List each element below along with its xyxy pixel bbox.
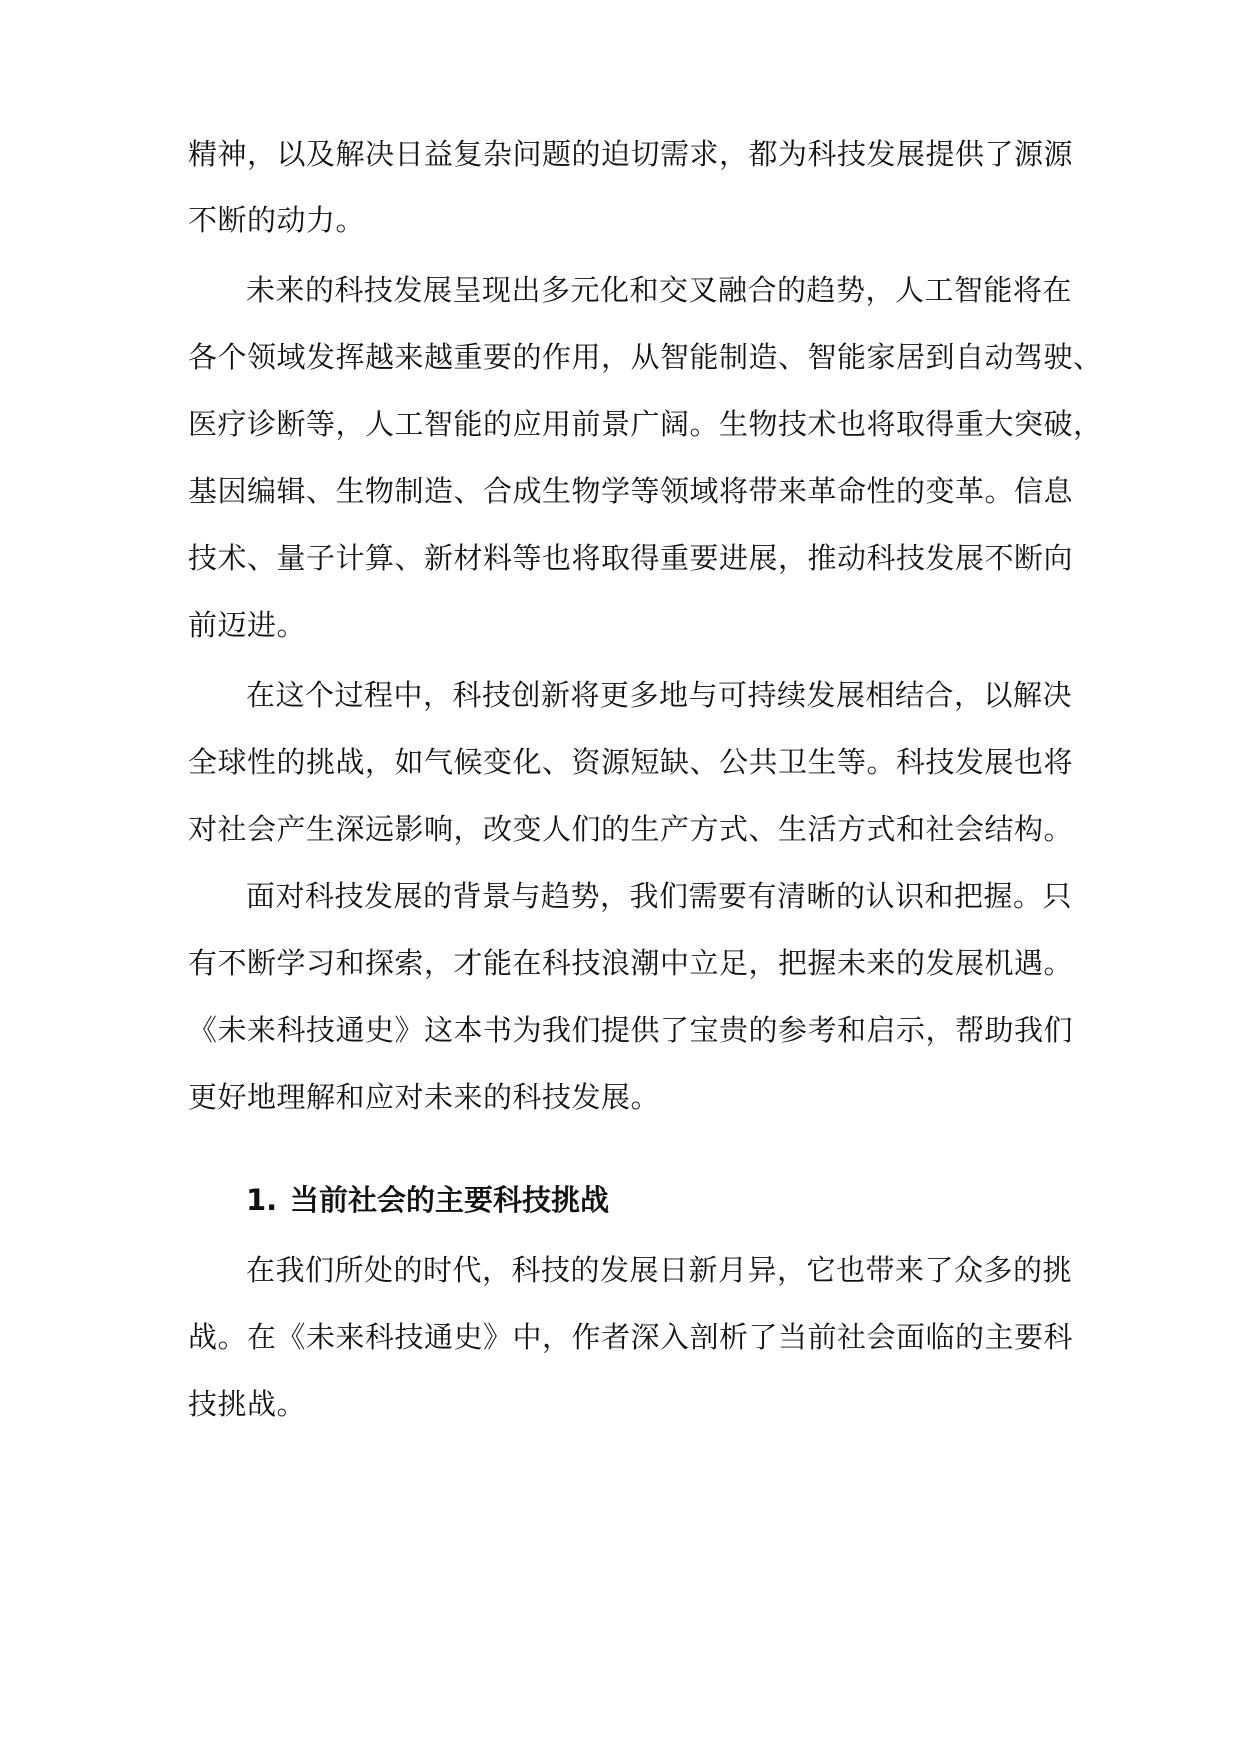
- paragraph-2-line-3: 医疗诊断等，人工智能的应用前景广阔。生物技术也将取得重大突破，: [188, 407, 1103, 441]
- section-paragraph-line-3: 技挑战。: [188, 1387, 307, 1421]
- section-heading: [246, 1180, 1068, 1220]
- paragraph-4-line-2: 有不断学习和探索，才能在科技浪潮中立足，把握未来的发展机遇。: [188, 946, 1074, 980]
- section-paragraph-line-2: 战。在《未来科技通史》中，作者深入剖析了当前社会面临的主要科: [188, 1320, 1074, 1354]
- paragraph-2-line-2: 各个领域发挥越来越重要的作用，从智能制造、智能家居到自动驾驶、: [188, 340, 1103, 374]
- paragraph-2-line-5: 技术、量子计算、新材料等也将取得重要进展，推动科技发展不断向: [188, 541, 1074, 575]
- paragraph-4-line-1: 面对科技发展的背景与趋势，我们需要有清晰的认识和把握。只: [246, 879, 1073, 913]
- section-title: 当前社会的主要科技挑战: [290, 1183, 610, 1217]
- paragraph-3-line-1: 在这个过程中，科技创新将更多地与可持续发展相结合，以解决: [246, 678, 1073, 712]
- paragraph-4-line-3: 《未来科技通史》这本书为我们提供了宝贵的参考和启示，帮助我们: [188, 1013, 1074, 1047]
- paragraph-2-line-6: 前迈进。: [188, 608, 307, 642]
- paragraph-2-line-4: 基因编辑、生物制造、合成生物学等领域将带来革命性的变革。信息: [188, 474, 1074, 508]
- paragraph-3-line-2: 全球性的挑战，如气候变化、资源短缺、公共卫生等。科技发展也将: [188, 745, 1074, 779]
- section-number: 1.: [246, 1183, 278, 1217]
- paragraph-2-line-1: 未来的科技发展呈现出多元化和交叉融合的趋势，人工智能将在: [246, 273, 1073, 307]
- paragraph-3-line-3: 对社会产生深远影响，改变人们的生产方式、生活方式和社会结构。: [188, 812, 1074, 846]
- paragraph-4-line-4: 更好地理解和应对未来的科技发展。: [188, 1080, 661, 1114]
- paragraph-1-line-1: 精神，以及解决日益复杂问题的迫切需求，都为科技发展提供了源源: [188, 137, 1074, 171]
- section-paragraph-line-1: 在我们所处的时代，科技的发展日新月异，它也带来了众多的挑: [246, 1253, 1073, 1287]
- paragraph-1-line-2: 不断的动力。: [188, 203, 366, 237]
